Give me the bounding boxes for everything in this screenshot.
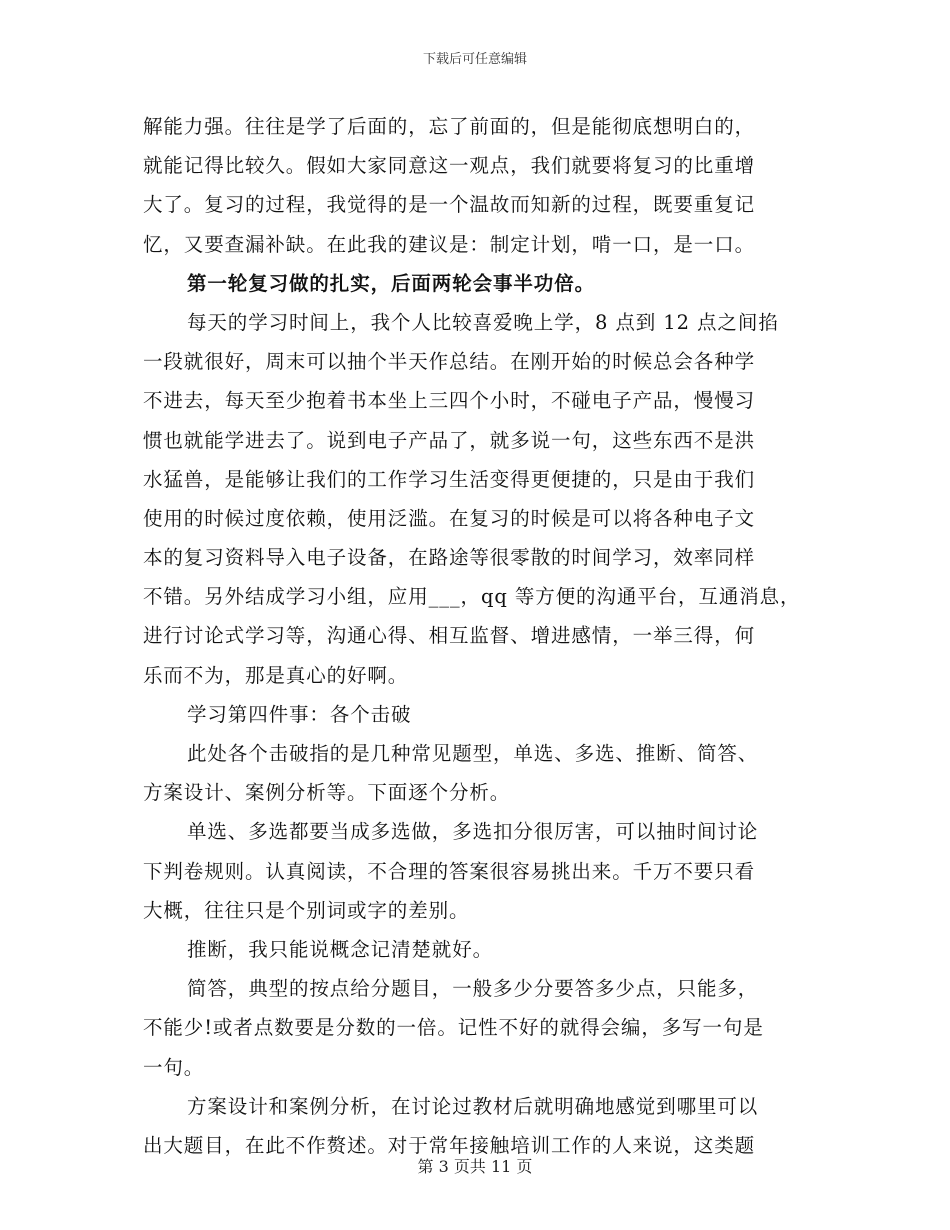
text-line: 不错。另外结成学习小组，应用___，qq 等方便的沟通平台，互通消息， xyxy=(143,585,801,609)
text-line: 水猛兽，是能够让我们的工作学习生活变得更便捷的，只是由于我们 xyxy=(143,467,756,491)
text-line: 下判卷规则。认真阅读，不合理的答案很容易挑出来。千万不要只看 xyxy=(143,859,756,883)
text-line: 推断，我只能说概念记清楚就好。 xyxy=(187,937,494,961)
text-line: 方案设计、案例分析等。下面逐个分析。 xyxy=(143,781,511,805)
text-line: 简答，典型的按点给分题目，一般多少分要答多少点，只能多， xyxy=(187,977,759,1001)
text-line: 大概，往往只是个别词或字的差别。 xyxy=(143,898,470,922)
text-line: 不进去，每天至少抱着书本坐上三四个小时，不碰电子产品，慢慢习 xyxy=(143,389,756,413)
text-line: 惯也就能学进去了。说到电子产品了，就多说一句，这些东西不是洪 xyxy=(143,428,756,452)
text-line: 每天的学习时间上，我个人比较喜爱晚上学，8 点到 12 点之间掐 xyxy=(187,310,779,334)
text-line: 单选、多选都要当成多选做，多选扣分很厉害，可以抽时间讨论 xyxy=(187,820,759,844)
text-line: 本的复习资料导入电子设备，在路途等很零散的时间学习，效率同样 xyxy=(143,546,756,570)
page-header: 下载后可任意编辑 xyxy=(422,52,527,67)
text-line: 乐而不为，那是真心的好啊。 xyxy=(143,663,409,687)
text-line: 进行讨论式学习等，沟通心得、相互监督、增进感情，一举三得，何 xyxy=(143,624,756,648)
text-line: 就能记得比较久。假如大家同意这一观点，我们就要将复习的比重增 xyxy=(143,154,756,178)
text-line: 一段就很好，周末可以抽个半天作总结。在刚开始的时候总会各种学 xyxy=(143,350,756,374)
bold-heading-line: 第一轮复习做的扎实，后面两轮会事半功倍。 xyxy=(187,271,596,295)
section-heading-line: 学习第四件事：各个击破 xyxy=(187,702,412,726)
text-line: 出大题目，在此不作赘述。对于常年接触培训工作的人来说，这类题 xyxy=(143,1133,756,1157)
text-line: 忆，又要查漏补缺。在此我的建议是：制定计划，啃一口，是一口。 xyxy=(143,232,756,256)
text-line: 方案设计和案例分析，在讨论过教材后就明确地感觉到哪里可以 xyxy=(187,1094,759,1118)
text-line: 此处各个击破指的是几种常见题型，单选、多选、推断、简答、 xyxy=(187,742,759,765)
text-line: 解能力强。往往是学了后面的，忘了前面的，但是能彻底想明白的， xyxy=(143,115,756,138)
document-body xyxy=(143,107,823,1165)
text-line: 大了。复习的过程，我觉得的是一个温故而知新的过程，既要重复记 xyxy=(143,193,756,217)
text-line: 一句。 xyxy=(143,1055,205,1079)
text-line: 使用的时候过度依赖，使用泛滥。在复习的时候是可以将各种电子文 xyxy=(143,506,756,530)
text-line: 不能少!或者点数要是分数的一倍。记性不好的就得会编，多写一句是 xyxy=(143,1016,764,1040)
page-number-footer: 第 3 页共 11 页 xyxy=(417,1157,533,1176)
